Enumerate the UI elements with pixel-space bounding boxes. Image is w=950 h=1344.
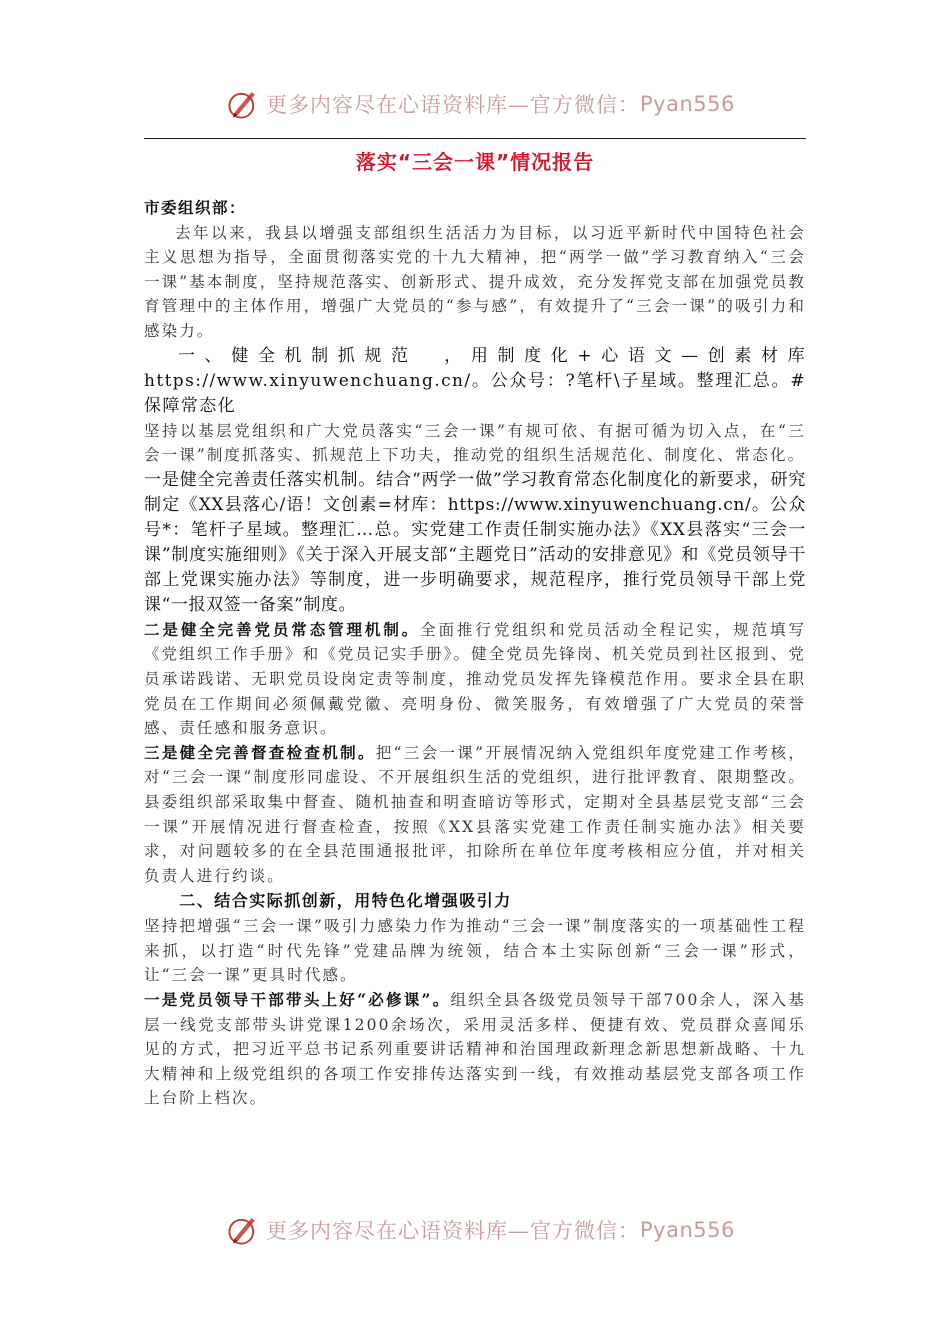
- intro-paragraph: 去年以来，我县以增强支部组织生活活力为目标，以习近平新时代中国特色社会主义思想为指导，全面贯彻落实党的十九大精神，把“两学一做”学习教育纳入“三会一课”基本制度，坚持规范落实、创新形式、提升成效，充分发挥党支部在加强党员教育管理中的主体作用，增强广大党员的“参与感”，有效提升了“三会一课”的吸引力和感染力。: [144, 223, 806, 340]
- pen-logo-icon: [226, 87, 260, 121]
- watermark-header: [226, 82, 735, 126]
- s2-item1-body: 组织全县各级党员领导干部700余人，深入基层一线党支部带头讲党课1200余场次，采用灵活多样、便捷有效、党员群众喜闻乐见的方式，把习近平总书记系列重要讲话精神和治国理政新理念新思想新战略、十九大精神和上级党组织的各项工作安排传达落实到一线，有效推动基层党支部各项工作上台阶上档次。: [144, 991, 806, 1108]
- s1-item2-lead: 二是健全完善党员常态管理机制。: [144, 619, 421, 639]
- watermark-text: 更多内容尽在心语资料库—官方微信：: [266, 1219, 640, 1243]
- s1-item2-body: 全面推行党组织和党员活动全程记实，规范填写《党组织工作手册》和《党员记实手册》。健全党员先锋岗、机关党员到社区报到、党员承诺践诺、无职党员设岗定责等制度，推动党员发挥先锋模范作用。要求全县在职党员在工作期间必须佩戴党徽、亮明身份、微笑服务，有效增强了广大党员的荣誉感、责任感和服务意识。: [144, 620, 806, 738]
- s1-item3: [144, 741, 806, 889]
- salutation: 市委组织部：: [144, 198, 247, 217]
- s2-item1: [144, 988, 806, 1111]
- document-body: [144, 196, 806, 1111]
- s1-item1: 一是健全完善责任落实机制。结合“两学一做”学习教育常态化制度化的新要求，研究制定《XX县落心/语！文创素=材库：https://www.xinyuwenchuang.cn/。公众号*：笔杆子星域。整理汇…总。实党建工作责任制实施办法》《XX县落实“三会一课”制度实施细则》《关于深入开展支部“主题党日”活动的安排意见》和《党员领导干部上党课实施办法》等制度，进一步明确要求，规范程序，推行党员领导干部上党课“一报双签一备案”制度。: [144, 469, 806, 615]
- s2-item1-lead: 一是党员领导干部带头上好“必修课”。: [144, 990, 451, 1010]
- watermark-footer: [226, 1208, 735, 1252]
- section1-intro: 坚持以基层党组织和广大党员落实“三会一课”有规可依、有据可循为切入点，在“三会一课”制度抓落实、抓规范上下功夫，推动党的组织生活规范化、制度化、常态化。: [144, 421, 806, 465]
- watermark-wechat-id: Pyan556: [640, 1218, 735, 1242]
- section2-heading: 二、结合实际抓创新，用特色化增强吸引力: [179, 891, 512, 911]
- s1-item2: [144, 618, 806, 741]
- s1-item3-body: 把“三会一课”开展情况纳入党组织年度党建工作考核，对“三会一课”制度形同虚设、不开展组织生活的党组织，进行批评教育、限期整改。县委组织部采取集中督查、随机抽查和明查暗访等形式，定期对全县基层党支部“三会一课”开展情况进行督查检查，按照《XX县落实党建工作责任制实施办法》相关要求，对问题较多的在全县范围通报批评，扣除所在单位年度考核相应分值，并对相关负责人进行约谈。: [144, 743, 806, 885]
- watermark-text: 更多内容尽在心语资料库—官方微信：: [266, 93, 640, 117]
- section2-intro: 坚持把增强“三会一课”吸引力感染力作为推动“三会一课”制度落实的一项基础性工程来抓，以打造“时代先锋”党建品牌为统领，结合本土实际创新“三会一课”形式，让“三会一课”更具时代感。: [144, 917, 806, 985]
- pen-logo-icon: [226, 1213, 260, 1247]
- s1-item3-lead: 三是健全完善督查检查机制。: [144, 742, 376, 762]
- section1-heading: 一、健全机制抓规范 ，用制度化+心语文—创素材库https://www.xinyuwenchuang.cn/。公众号：?笔杆\子星域。整理汇总。#保障常态化: [144, 345, 806, 416]
- watermark-wechat-id: Pyan556: [640, 92, 735, 116]
- document-title: 落实“三会一课”情况报告: [355, 150, 595, 174]
- header-divider: [144, 138, 806, 139]
